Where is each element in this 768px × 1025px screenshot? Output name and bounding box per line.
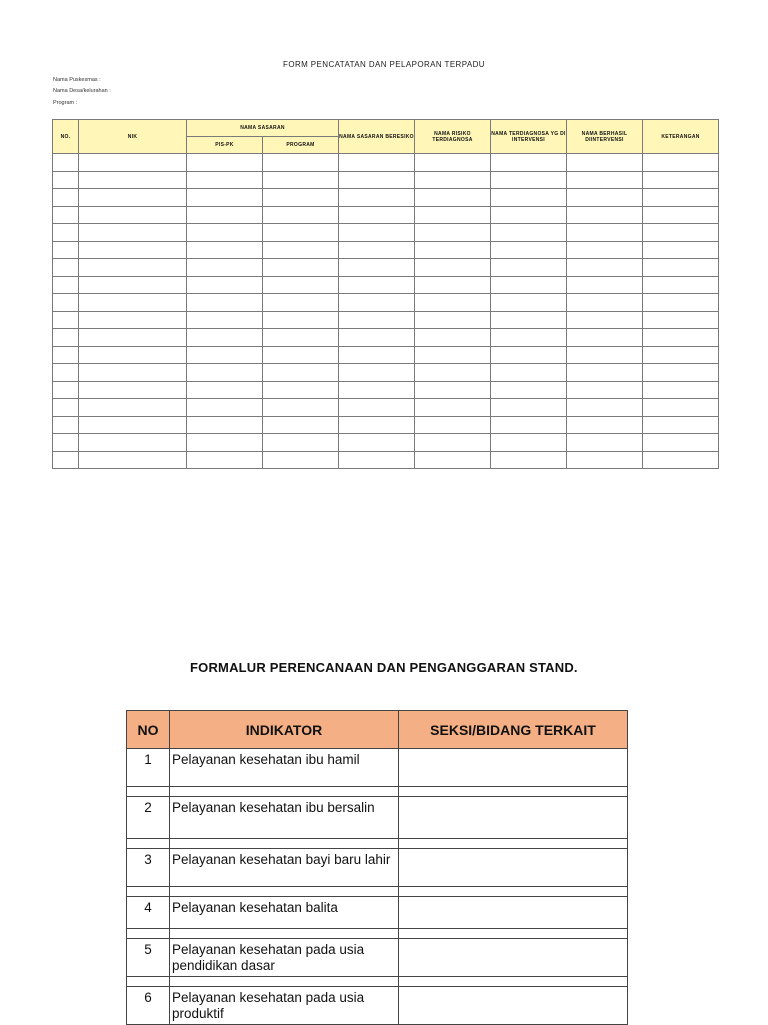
table-cell xyxy=(79,451,187,469)
table-cell xyxy=(491,364,567,382)
table-cell xyxy=(187,171,263,189)
row-indikator: Pelayanan kesehatan bayi baru lahir xyxy=(170,849,399,887)
table-cell xyxy=(339,294,415,312)
header-nama-sasaran: NAMA SASARAN xyxy=(187,120,339,137)
table-cell xyxy=(491,189,567,207)
table-cell xyxy=(187,451,263,469)
table-cell xyxy=(187,224,263,242)
row-seksi xyxy=(399,849,628,887)
table-cell xyxy=(415,311,491,329)
table-cell xyxy=(339,311,415,329)
table-cell xyxy=(263,171,339,189)
table-cell xyxy=(415,154,491,172)
table-cell xyxy=(491,206,567,224)
row-seksi xyxy=(399,987,628,1025)
spacer-cell xyxy=(127,787,170,797)
table-cell xyxy=(491,171,567,189)
table-cell xyxy=(79,416,187,434)
table-cell xyxy=(339,259,415,277)
spacer-row xyxy=(127,887,628,897)
table-cell xyxy=(491,276,567,294)
table-cell xyxy=(415,416,491,434)
row-seksi xyxy=(399,749,628,787)
spacer-cell xyxy=(170,977,399,987)
table-cell xyxy=(53,434,79,452)
table-row xyxy=(53,276,719,294)
spacer-cell xyxy=(399,887,628,897)
row-no: 5 xyxy=(127,939,170,977)
table-cell xyxy=(567,381,643,399)
table-cell xyxy=(415,189,491,207)
table-cell xyxy=(491,416,567,434)
table-cell xyxy=(79,311,187,329)
table-cell xyxy=(567,171,643,189)
row-indikator: Pelayanan kesehatan ibu bersalin xyxy=(170,797,399,839)
table-cell xyxy=(187,381,263,399)
table-cell xyxy=(415,451,491,469)
row-no: 2 xyxy=(127,797,170,839)
table-row xyxy=(53,206,719,224)
table-cell xyxy=(53,241,79,259)
header-keterangan: KETERANGAN xyxy=(643,120,719,154)
header-program: PROGRAM xyxy=(263,137,339,154)
table-row xyxy=(127,987,628,1025)
table-cell xyxy=(567,329,643,347)
table-cell xyxy=(339,329,415,347)
table-cell xyxy=(643,329,719,347)
table-cell xyxy=(643,311,719,329)
spacer-row xyxy=(127,977,628,987)
table-cell xyxy=(187,294,263,312)
spacer-cell xyxy=(170,787,399,797)
header-no: NO xyxy=(127,711,170,749)
table-cell xyxy=(53,346,79,364)
table-cell xyxy=(491,346,567,364)
table-row xyxy=(53,416,719,434)
table-cell xyxy=(491,399,567,417)
table-cell xyxy=(415,294,491,312)
table-cell xyxy=(187,311,263,329)
spacer-row xyxy=(127,839,628,849)
table-cell xyxy=(53,154,79,172)
table-cell xyxy=(263,189,339,207)
table-cell xyxy=(491,329,567,347)
table-cell xyxy=(643,434,719,452)
table-cell xyxy=(339,206,415,224)
table-cell xyxy=(53,399,79,417)
form2-table xyxy=(126,710,628,1025)
table-cell xyxy=(567,364,643,382)
table-cell xyxy=(339,364,415,382)
table-row xyxy=(127,797,628,839)
table-cell xyxy=(339,399,415,417)
table-cell xyxy=(79,434,187,452)
table-cell xyxy=(79,329,187,347)
table-cell xyxy=(643,451,719,469)
header-berhasil: NAMA BERHASIL DIINTERVENSI xyxy=(567,120,643,154)
table-cell xyxy=(567,276,643,294)
table-cell xyxy=(339,434,415,452)
spacer-cell xyxy=(127,887,170,897)
table-cell xyxy=(263,346,339,364)
table-cell xyxy=(339,154,415,172)
table-cell xyxy=(415,206,491,224)
table-cell xyxy=(643,381,719,399)
table-row xyxy=(127,897,628,929)
row-indikator: Pelayanan kesehatan balita xyxy=(170,897,399,929)
table-cell xyxy=(415,381,491,399)
table-cell xyxy=(187,399,263,417)
table-cell xyxy=(263,381,339,399)
table-cell xyxy=(79,276,187,294)
table-row xyxy=(127,749,628,787)
spacer-cell xyxy=(399,839,628,849)
table-cell xyxy=(187,189,263,207)
table-cell xyxy=(53,276,79,294)
form1-title: FORM PENCATATAN DAN PELAPORAN TERPADU xyxy=(283,60,485,69)
table-cell xyxy=(79,399,187,417)
table-cell xyxy=(415,434,491,452)
table-cell xyxy=(187,276,263,294)
spacer-cell xyxy=(170,839,399,849)
table-cell xyxy=(415,329,491,347)
table-cell xyxy=(79,294,187,312)
table-cell xyxy=(643,294,719,312)
table-cell xyxy=(187,329,263,347)
table-cell xyxy=(263,224,339,242)
table-cell xyxy=(79,364,187,382)
table-row xyxy=(53,346,719,364)
table-cell xyxy=(567,451,643,469)
table-cell xyxy=(53,416,79,434)
header-nik: NIK xyxy=(79,120,187,154)
row-no: 6 xyxy=(127,987,170,1025)
table-cell xyxy=(187,206,263,224)
table-cell xyxy=(643,276,719,294)
table-cell xyxy=(53,364,79,382)
table-cell xyxy=(79,241,187,259)
table-cell xyxy=(567,416,643,434)
row-no: 1 xyxy=(127,749,170,787)
table-cell xyxy=(53,381,79,399)
table-cell xyxy=(79,381,187,399)
table-cell xyxy=(263,241,339,259)
table-cell xyxy=(491,381,567,399)
spacer-row xyxy=(127,929,628,939)
table-cell xyxy=(415,346,491,364)
table-row xyxy=(53,434,719,452)
table-cell xyxy=(79,171,187,189)
table-cell xyxy=(491,434,567,452)
header-risiko-terdiagnosa: NAMA RISIKO TERDIAGNOSA xyxy=(415,120,491,154)
table-row xyxy=(53,364,719,382)
table-cell xyxy=(263,364,339,382)
table-cell xyxy=(79,259,187,277)
table-cell xyxy=(491,451,567,469)
table-row xyxy=(53,451,719,469)
table-row xyxy=(53,224,719,242)
table-cell xyxy=(567,189,643,207)
spacer-cell xyxy=(399,977,628,987)
table-cell xyxy=(643,154,719,172)
table-cell xyxy=(53,224,79,242)
table-row xyxy=(127,939,628,977)
table-cell xyxy=(415,224,491,242)
table-cell xyxy=(187,416,263,434)
table-cell xyxy=(415,364,491,382)
table-cell xyxy=(187,154,263,172)
table-cell xyxy=(339,451,415,469)
table-cell xyxy=(415,171,491,189)
table-cell xyxy=(415,399,491,417)
header-seksi-bidang: SEKSI/BIDANG TERKAIT xyxy=(399,711,628,749)
meta-nama-desa: Nama Desa/kelurahan : xyxy=(53,88,111,94)
table-cell xyxy=(415,276,491,294)
table-cell xyxy=(567,346,643,364)
table-cell xyxy=(567,311,643,329)
table-row xyxy=(53,329,719,347)
table-row xyxy=(53,189,719,207)
table-cell xyxy=(53,294,79,312)
table-cell xyxy=(567,399,643,417)
table-cell xyxy=(491,241,567,259)
table-cell xyxy=(339,241,415,259)
spacer-cell xyxy=(127,839,170,849)
table-cell xyxy=(491,154,567,172)
table-cell xyxy=(187,346,263,364)
table-cell xyxy=(567,294,643,312)
table-row xyxy=(53,241,719,259)
header-diintervensi: NAMA TERDIAGNOSA YG DI INTERVENSI xyxy=(491,120,567,154)
table-cell xyxy=(491,311,567,329)
table-cell xyxy=(53,329,79,347)
form1-table xyxy=(52,119,719,469)
table-cell xyxy=(53,171,79,189)
table-cell xyxy=(339,276,415,294)
table-cell xyxy=(187,259,263,277)
table-cell xyxy=(415,241,491,259)
table-row xyxy=(53,294,719,312)
row-no: 4 xyxy=(127,897,170,929)
table-cell xyxy=(643,416,719,434)
table-cell xyxy=(187,434,263,452)
table-cell xyxy=(491,259,567,277)
header-indikator: INDIKATOR xyxy=(170,711,399,749)
table-cell xyxy=(79,154,187,172)
header-pis-pk: PIS-PK xyxy=(187,137,263,154)
header-no: NO. xyxy=(53,120,79,154)
table-cell xyxy=(187,364,263,382)
table-row xyxy=(127,849,628,887)
row-indikator: Pelayanan kesehatan ibu hamil xyxy=(170,749,399,787)
table-cell xyxy=(263,276,339,294)
table-cell xyxy=(53,259,79,277)
meta-nama-puskesmas: Nama Puskesmas : xyxy=(53,77,101,83)
form1-table-body xyxy=(53,154,719,469)
table-cell xyxy=(79,224,187,242)
row-indikator: Pelayanan kesehatan pada usia pendidikan dasar xyxy=(170,939,399,977)
table-cell xyxy=(643,259,719,277)
spacer-row xyxy=(127,787,628,797)
table-cell xyxy=(643,206,719,224)
table-cell xyxy=(643,224,719,242)
table-row xyxy=(53,171,719,189)
table-cell xyxy=(53,311,79,329)
table-cell xyxy=(263,154,339,172)
table-cell xyxy=(491,224,567,242)
spacer-cell xyxy=(170,929,399,939)
table-cell xyxy=(491,294,567,312)
row-seksi xyxy=(399,797,628,839)
table-cell xyxy=(263,206,339,224)
table-cell xyxy=(643,399,719,417)
table-cell xyxy=(53,451,79,469)
table-cell xyxy=(567,241,643,259)
table-cell xyxy=(643,171,719,189)
table-cell xyxy=(339,224,415,242)
row-no: 3 xyxy=(127,849,170,887)
table-cell xyxy=(643,189,719,207)
table-cell xyxy=(187,241,263,259)
table-cell xyxy=(567,206,643,224)
table-cell xyxy=(263,294,339,312)
table-cell xyxy=(643,241,719,259)
table-cell xyxy=(339,416,415,434)
table-cell xyxy=(263,311,339,329)
table-cell xyxy=(643,346,719,364)
table-cell xyxy=(79,189,187,207)
table-row xyxy=(53,381,719,399)
spacer-cell xyxy=(399,929,628,939)
header-sasaran-beresiko: NAMA SASARAN BERESIKO xyxy=(339,120,415,154)
table-cell xyxy=(567,259,643,277)
spacer-cell xyxy=(127,929,170,939)
table-cell xyxy=(339,171,415,189)
table-cell xyxy=(79,346,187,364)
row-seksi xyxy=(399,939,628,977)
table-row xyxy=(53,259,719,277)
spacer-cell xyxy=(170,887,399,897)
table-row xyxy=(53,311,719,329)
form2-title: FORMALUR PERENCANAAN DAN PENGANGGARAN STAND. xyxy=(190,660,578,675)
table-cell xyxy=(263,329,339,347)
spacer-cell xyxy=(127,977,170,987)
row-indikator: Pelayanan kesehatan pada usia produktif xyxy=(170,987,399,1025)
table-row xyxy=(53,154,719,172)
table-cell xyxy=(53,189,79,207)
table-cell xyxy=(53,206,79,224)
table-cell xyxy=(263,259,339,277)
table-cell xyxy=(263,434,339,452)
table-cell xyxy=(339,189,415,207)
table-cell xyxy=(567,434,643,452)
row-seksi xyxy=(399,897,628,929)
table-cell xyxy=(567,154,643,172)
table-cell xyxy=(263,399,339,417)
table-row xyxy=(53,399,719,417)
table-cell xyxy=(263,416,339,434)
table-cell xyxy=(339,346,415,364)
table-cell xyxy=(339,381,415,399)
table-cell xyxy=(567,224,643,242)
meta-program: Program : xyxy=(53,100,78,106)
table-cell xyxy=(643,364,719,382)
spacer-cell xyxy=(399,787,628,797)
table-cell xyxy=(79,206,187,224)
table-cell xyxy=(263,451,339,469)
form2-table-body xyxy=(127,749,628,1025)
table-cell xyxy=(415,259,491,277)
